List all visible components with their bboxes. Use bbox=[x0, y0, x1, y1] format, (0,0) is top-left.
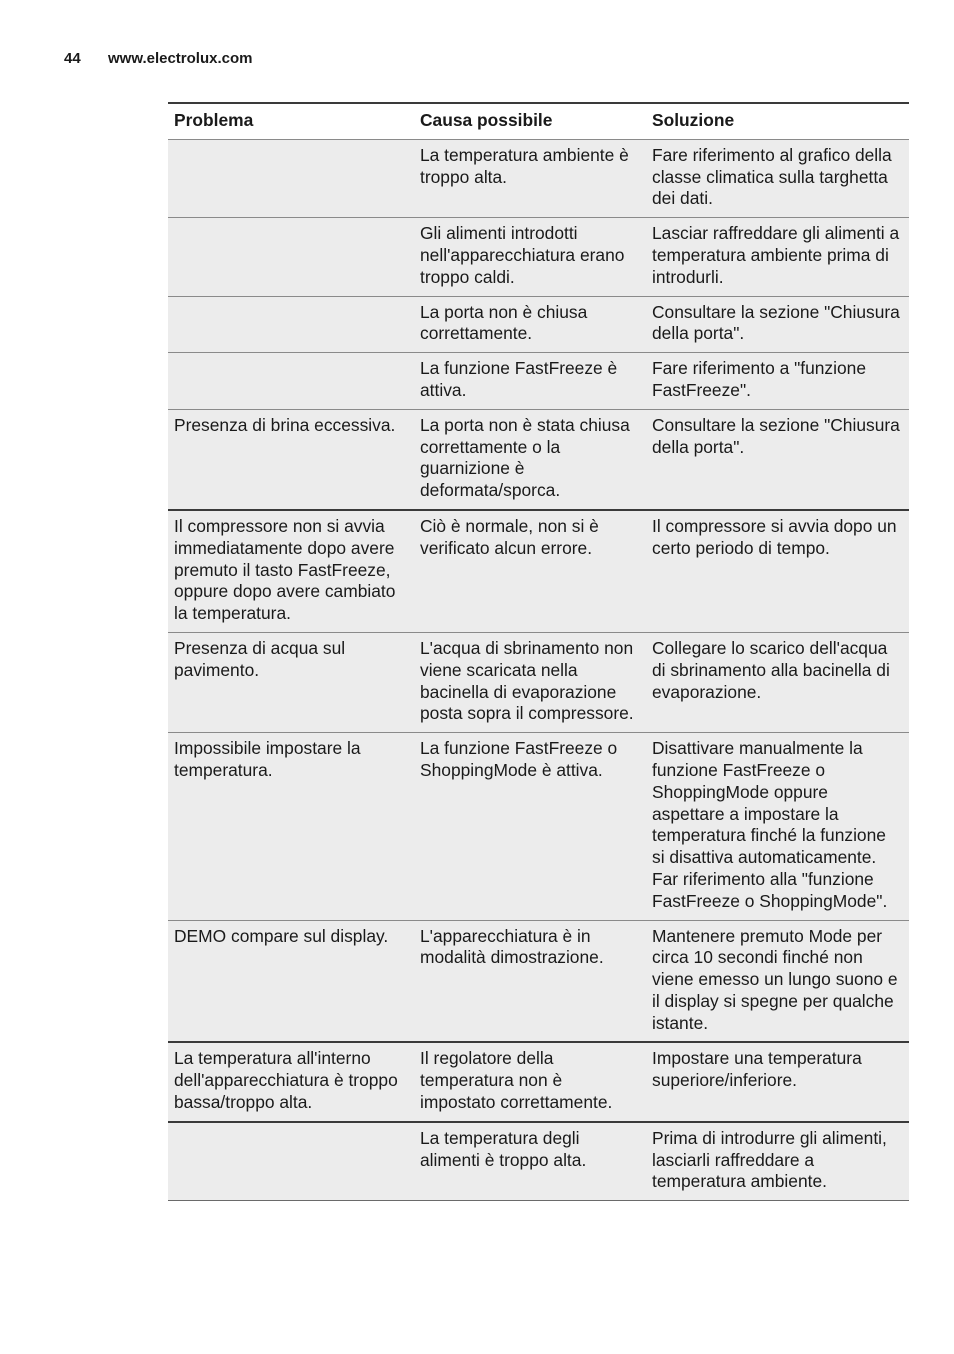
table-row bbox=[168, 139, 909, 217]
solution-cell: Il compressore si avvia dopo un certo periodo di tempo. bbox=[646, 510, 909, 632]
table-row bbox=[168, 1122, 909, 1201]
cause-cell: La funzione FastFreeze o ShoppingMode è attiva. bbox=[414, 733, 646, 920]
solution-cell: Impostare una temperatura superiore/inferiore. bbox=[646, 1042, 909, 1121]
problem-cell: Presenza di acqua sul pavimento. bbox=[168, 632, 414, 732]
table-row bbox=[168, 409, 909, 510]
solution-cell: Fare riferimento a "funzione FastFreeze". bbox=[646, 353, 909, 410]
table-row bbox=[168, 920, 909, 1042]
page-number: 44 bbox=[64, 50, 81, 67]
problem-cell: Presenza di brina eccessiva. bbox=[168, 409, 414, 510]
problem-cell bbox=[168, 1122, 414, 1201]
cause-cell: La funzione FastFreeze è attiva. bbox=[414, 353, 646, 410]
solution-cell: Disattivare manualmente la funzione FastFreeze o ShoppingMode oppure aspettare a impostare la temperatura finché la funzione si disattiva automaticamente. Far riferimento alla "funzione FastFreeze o ShoppingMode". bbox=[646, 733, 909, 920]
cause-cell: La temperatura degli alimenti è troppo alta. bbox=[414, 1122, 646, 1201]
column-header-cause: Causa possibile bbox=[414, 103, 646, 139]
problem-cell bbox=[168, 353, 414, 410]
cause-cell: L'acqua di sbrinamento non viene scaricata nella bacinella di evaporazione posta sopra il compressore. bbox=[414, 632, 646, 732]
cause-cell: La temperatura ambiente è troppo alta. bbox=[414, 139, 646, 217]
table-row bbox=[168, 296, 909, 353]
problem-cell: Il compressore non si avvia immediatamente dopo avere premuto il tasto FastFreeze, oppure dopo avere cambiato la temperatura. bbox=[168, 510, 414, 632]
problem-cell bbox=[168, 296, 414, 353]
website-link[interactable]: www.electrolux.com bbox=[108, 50, 253, 67]
table-row bbox=[168, 632, 909, 732]
problem-cell: La temperatura all'interno dell'apparecchiatura è troppo bassa/troppo alta. bbox=[168, 1042, 414, 1121]
cause-cell: Ciò è normale, non si è verificato alcun errore. bbox=[414, 510, 646, 632]
column-header-solution: Soluzione bbox=[646, 103, 909, 139]
problem-cell: Impossibile impostare la temperatura. bbox=[168, 733, 414, 920]
table-row bbox=[168, 733, 909, 920]
solution-cell: Consultare la sezione "Chiusura della porta". bbox=[646, 296, 909, 353]
table-row bbox=[168, 353, 909, 410]
table-row bbox=[168, 510, 909, 632]
solution-cell: Consultare la sezione "Chiusura della porta". bbox=[646, 409, 909, 510]
cause-cell: L'apparecchiatura è in modalità dimostrazione. bbox=[414, 920, 646, 1042]
cause-cell: La porta non è stata chiusa correttamente o la guarnizione è deformata/sporca. bbox=[414, 409, 646, 510]
solution-cell: Mantenere premuto Mode per circa 10 secondi finché non viene emesso un lungo suono e il display si spegne per qualche istante. bbox=[646, 920, 909, 1042]
table-row bbox=[168, 1042, 909, 1121]
cause-cell: Gli alimenti introdotti nell'apparecchiatura erano troppo caldi. bbox=[414, 218, 646, 296]
solution-cell: Collegare lo scarico dell'acqua di sbrinamento alla bacinella di evaporazione. bbox=[646, 632, 909, 732]
cause-cell: Il regolatore della temperatura non è impostato correttamente. bbox=[414, 1042, 646, 1121]
problem-cell bbox=[168, 139, 414, 217]
solution-cell: Prima di introdurre gli alimenti, lasciarli raffreddare a temperatura ambiente. bbox=[646, 1122, 909, 1201]
problem-cell bbox=[168, 218, 414, 296]
column-header-problem: Problema bbox=[168, 103, 414, 139]
troubleshooting-table bbox=[168, 102, 909, 1201]
solution-cell: Lasciar raffreddare gli alimenti a temperatura ambiente prima di introdurli. bbox=[646, 218, 909, 296]
table-header-row bbox=[168, 103, 909, 139]
table-row bbox=[168, 218, 909, 296]
cause-cell: La porta non è chiusa correttamente. bbox=[414, 296, 646, 353]
page-header bbox=[64, 50, 253, 67]
solution-cell: Fare riferimento al grafico della classe climatica sulla targhetta dei dati. bbox=[646, 139, 909, 217]
problem-cell: DEMO compare sul display. bbox=[168, 920, 414, 1042]
